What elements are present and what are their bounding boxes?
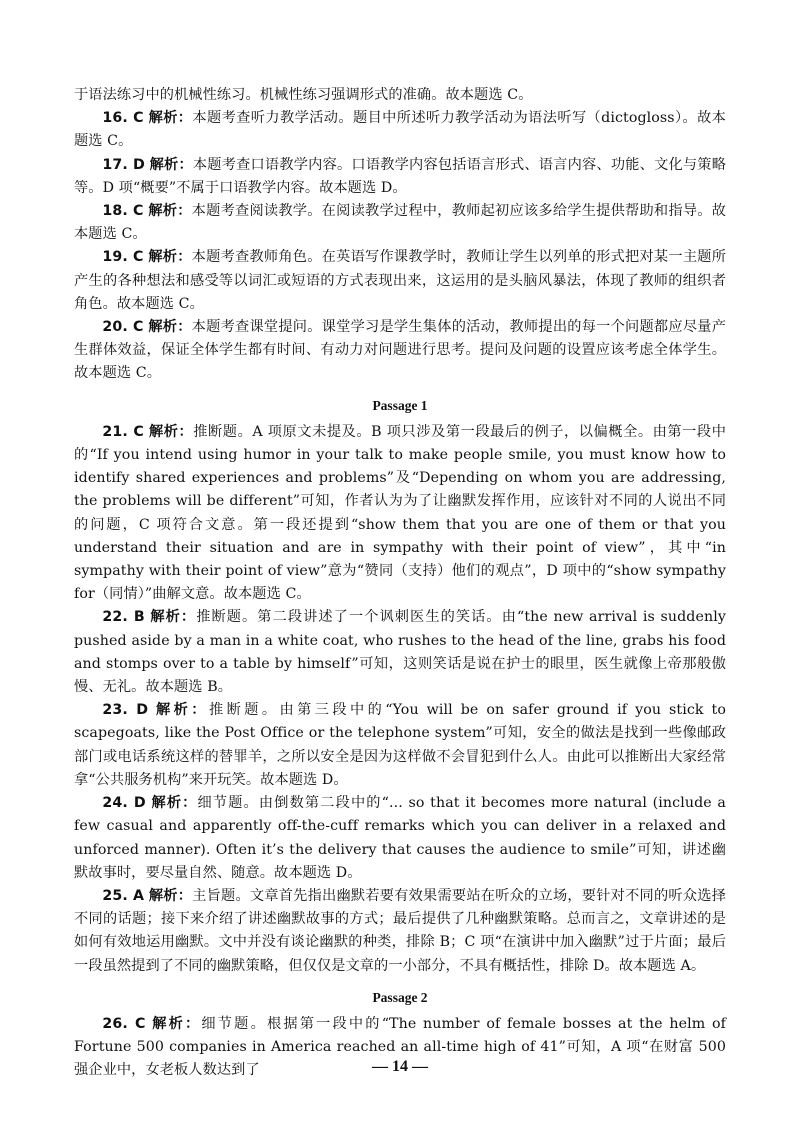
- explanations-16-20: [74, 107, 726, 385]
- passage-1-explanations: [74, 421, 726, 978]
- intro-line: 于语法练习中的机械性练习。机械性练习强调形式的准确。故本题选 C。: [74, 87, 533, 103]
- explanation-item: 19. C 解析：本题考查教师角色。在英语写作课教学时，教师让学生以列单的形式把对某一主题所产生的各种想法和感受等以词汇或短语的方式表现出来，这运用的是头脑风暴法，体现了教师的组织者角色。故本题选 C。: [74, 249, 727, 312]
- explanation-item: 17. D 解析：本题考查口语教学内容。口语教学内容包括语言形式、语言内容、功能、文化与策略等。D 项“概要”不属于口语教学内容。故本题选 D。: [74, 156, 727, 196]
- explanation-item: 25. A 解析：主旨题。文章首先指出幽默若要有效果需要站在听众的立场，要针对不同的听众选择不同的话题；接下来介绍了讲述幽默故事的方式；最后提供了几种幽默策略。总而言之，文章讲述的是如何有效地运用幽默。文中并没有谈论幽默的种类，排除 B；C 项“在演讲中加入幽默”过于片面；最后一段虽然提到了不同的幽默策略，但仅仅是文章的一小部分，不具有概括性，排除 D。故本题选 A。: [74, 887, 726, 974]
- explanation-item: 20. C 解析：本题考查课堂提问。课堂学习是学生集体的活动，教师提出的每一个问题都应尽量产生群体效益，保证全体学生都有时间、有动力对问题进行思考。提问及问题的设置应该考虑全体学生。故本题选 C。: [74, 319, 727, 382]
- explanation-item: 22. B 解析：推断题。第二段讲述了一个讽刺医生的笑话。由“the new arrival is suddenly pushed aside by a man in a white coat, who rushes to the head of the line, grabs his food and stomps over to a table by himself”可知，这则笑话是说在护士的眼里，医生就像上帝那般傲慢、无礼。故本题选 B。: [74, 609, 726, 696]
- explanation-item: 23. D 解析：推断题。由第三段中的“You will be on safer ground if you stick to scapegoats, like the Post Office or the telephone system”可知，安全的做法是找到一些像邮政部门或电话系统这样的替罪羊，之所以安全是因为这样做不会冒犯到什么人。由此可以推断出大家经常拿“公共服务机构”来开玩笑。故本题选 D。: [74, 702, 726, 788]
- explanation-item: 21. C 解析：推断题。A 项原文未提及。B 项只涉及第一段最后的例子，以偏概全。由第一段中的“If you intend using humor in your talk to make people smile, you must know how to identify shared experiences and problems”及“Depending on whom you are addressing, the problems will be different”可知，作者认为为了让幽默发挥作用，应该针对不同的人说出不同的问题，C 项符合文意。第一段还提到“show them that you are one of them or that you understand their situation and are in sympathy with their point of view”，其中“in sympathy with their point of view”意为“赞同（支持）他们的观点”，D 项中的“show sympathy for（同情）”曲解文意。故本题选 C。: [74, 423, 726, 603]
- explanation-item: 18. C 解析：本题考查阅读教学。在阅读教学过程中，教师起初应该多给学生提供帮助和指导。故本题选 C。: [74, 203, 727, 243]
- passage-1-heading: Passage 1: [372, 397, 428, 413]
- passage-2-heading: Passage 2: [372, 989, 428, 1005]
- explanation-item: 16. C 解析：本题考查听力教学活动。题目中所述听力教学活动为语法听写（dictogloss）。故本题选 C。: [74, 110, 726, 150]
- explanation-item: 24. D 解析：细节题。由倒数第二段中的“... so that it becomes more natural (include a few casual and apparently off-the-cuff remarks which you can deliver in a relaxed and unforced manner). Often it’s the delivery that causes the audience to smile”可知，讲述幽默故事时，要尽量自然、随意。故本题选 D。: [74, 795, 726, 881]
- page-number: — 14 —: [372, 1058, 428, 1075]
- answer-explanations: [74, 84, 726, 1083]
- explanation-item: 26. C 解析：细节题。根据第一段中的“The number of female bosses at the helm of Fortune 500 companies in America reached an all-time high of 41”可知，A 项“在财富 500 强企业中，女老板人数达到了: [74, 1015, 726, 1079]
